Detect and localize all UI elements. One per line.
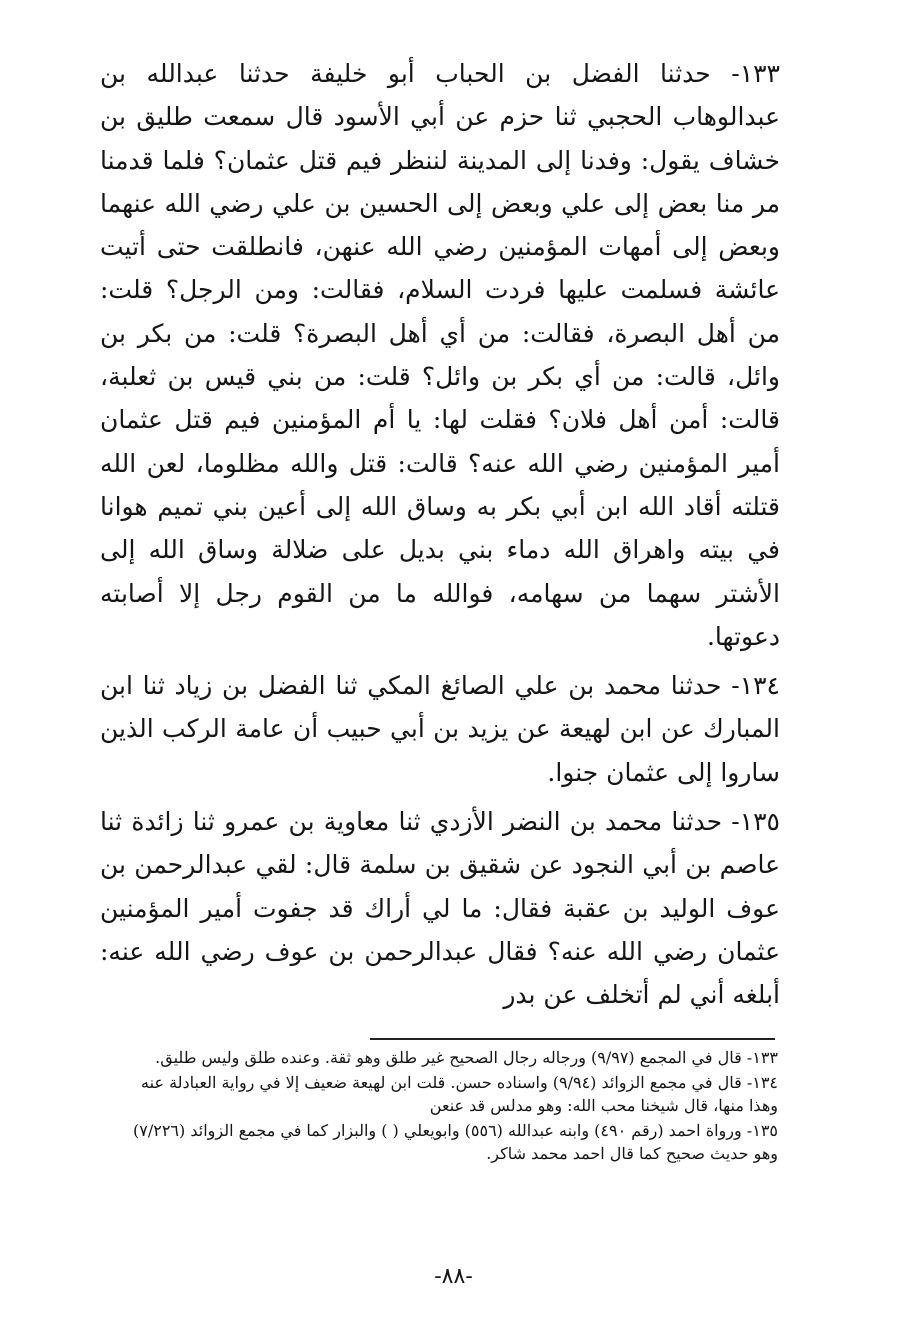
footnotes: [108, 1046, 778, 1167]
footnote-135: ١٣٥- ورواة احمد (رقم ٤٩٠) وابنه عبدالله (٥٥٦) وابويعلي ( ) والبزار كما في مجمع الزوائد (٧/٢٢٦) وهو حديث صحيح كما قال احمد محمد شاكر.: [133, 1121, 778, 1163]
footnote-133: ١٣٣- قال في المجمع (٩/٩٧) ورجاله رجال الصحيح غير طلق وهو ثقة. وعنده طلق وليس طليق.: [155, 1048, 778, 1067]
hadith-134: ١٣٤- حدثنا محمد بن علي الصائغ المكي ثنا الفضل بن زياد ثنا ابن المبارك عن ابن لهيعة عن يزيد بن أبي حبيب أن عامة الركب الذين ساروا إلى عثمان جنوا.: [100, 671, 780, 787]
footnote-divider: [370, 1038, 775, 1040]
main-text: [100, 52, 780, 1023]
hadith-135: ١٣٥- حدثنا محمد بن النضر الأزدي ثنا معاوية بن عمرو ثنا زائدة ثنا عاصم بن أبي النجود عن شقيق بن سلمة قال: لقي عبدالرحمن بن عوف الوليد بن عقبة فقال: ما لي أراك قد جفوت أمير المؤمنين عثمان رضي الله عنه؟ فقال عبدالرحمن بن عوف رضي الله عنه: أبلغه أني لم أتخلف عن بدر: [100, 807, 780, 1010]
page-number: -٨٨-: [434, 1264, 473, 1289]
hadith-133: ١٣٣- حدثنا الفضل بن الحباب أبو خليفة حدثنا عبدالله بن عبدالوهاب الحجبي ثنا حزم عن أبي الأسود قال سمعت طليق بن خشاف يقول: وفدنا إلى المدينة لننظر فيم قتل عثمان؟ فلما قدمنا مر منا بعض إلى علي وبعض إلى الحسين بن علي رضي الله عنهما وبعض إلى أمهات المؤمنين رضي الله عنهن، فانطلقت حتى أتيت عائشة فسلمت عليها فردت السلام، فقالت: ومن الرجل؟ قلت: من أهل البصرة، فقالت: من أي أهل البصرة؟ قلت: من بكر بن وائل، قالت: من أي بكر بن وائل؟ قلت: من بني قيس بن ثعلبة، قالت: أمن أهل فلان؟ فقلت لها: يا أم المؤمنين فيم قتل عثمان أمير المؤمنين رضي الله عنه؟ قالت: قتل والله مظلوما، لعن الله قتلته أقاد الله ابن أبي بكر به وساق الله إلى أعين بني تميم هوانا في بيته واهراق الله دماء بني بديل على ضلالة وساق الله إلى الأشتر سهما من سهامه، فوالله ما من القوم رجل إلا أصابته دعوتها.: [100, 59, 780, 651]
footnote-134: ١٣٤- قال في مجمع الزوائد (٩/٩٤) واسناده حسن. قلت ابن لهيعة ضعيف إلا في رواية العبادلة عنه وهذا منها، قال شيخنا محب الله: وهو مدلس قد عنعن: [141, 1073, 778, 1115]
